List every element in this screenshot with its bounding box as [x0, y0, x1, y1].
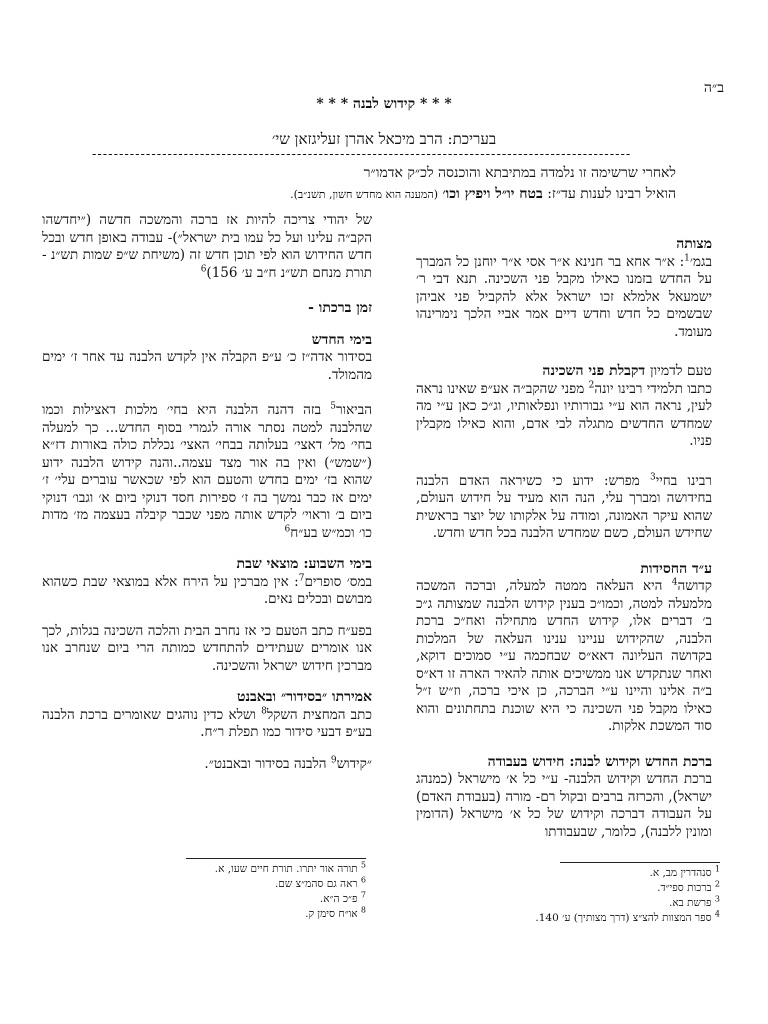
heading-chassidus: ע״ד החסידות [640, 560, 712, 577]
paragraph-rabbeinu-bachye: רבינו בחיי$^3$ מפרש: ידוע כי כשיראה האדם הלבנה בחידושה ומברך עלי, הנה הוא מעיד על חידוש העולם, שהוא עיקר האמונה, ומודה על אלקותו של יוצר בראשית שחידש העולם, כשם שמחדש הלבנה בכל חדש וחדש. [416, 472, 712, 541]
intro-line-1: לאחרי שרשימה זו נלמדה במתיבתא והוכנסה לכ״ק אדמו״ר [363, 165, 676, 181]
footnote-ref[interactable]: 1 [684, 253, 690, 263]
paragraph-biur: הביאור$^5$ בזה דהנה הלבנה היא בחי׳ מלכות דאצילות וכמו שהלבנה למטה נסתר אורה לגמרי בסוף החדש... כך למעלה בחי׳ מל׳ דאצי׳ בעלותה בבחי׳ האצי׳ נכללת כולה באורות דז״א (״שמש״) ואין בה אור מצד עצמה..והנה קידוש הלבנה ידוע שהוא בז׳ ימים בחדש והטעם הוא לפי שכאשר עוברים עלי׳ ז׳ ימים אז כבר נמשך בה ז׳ ספירות חסד דנוקי ביום א׳ וגבו׳ דנוקי ביום ב׳ וראוי׳ לקדש אותה מפני שכבר קיבלה בעצמה מז׳ מדות כו׳ וכמ״ש בע״ח$^6$ [42, 401, 372, 541]
footnotes-left [190, 862, 366, 922]
footnote: $^2$ ברכות ספי״ד. [657, 879, 720, 894]
footnote-ref[interactable]: 7 [298, 573, 305, 583]
paragraph-rabbeinu-yonah: כתבו תלמידי רבינו יונה$^2$ מפני שהקב״ה אע״פ שאינו נראה לעין, נראה הוא ע״י גבורותיו ונפלאותיו, וג״כ כאן ע״י מה שמחדש החדשים מתגלה לבי אדם, והוא כאילו מקבלין פניו. [416, 380, 712, 449]
heading-zman: זמן ברכתו - [308, 300, 372, 316]
bh-header: ב״ה [703, 80, 724, 96]
heading-taam: טעם לדמיון דקבלת פני השכינה [542, 363, 712, 379]
footnote: $^1$ סנהדרין מב, א. [649, 864, 720, 879]
intro-text [92, 163, 676, 205]
heading-motzaei-shabbos: בימי השבוע: מוצאי שבת [236, 556, 372, 572]
heading-siddur-avnet: אמירתו ״בסידור״ ובאבנט [237, 689, 372, 705]
footnote: $^7$ פ״כ ה״א. [319, 890, 366, 905]
footnote-ref[interactable]: 3 [649, 472, 656, 482]
left-column [42, 212, 372, 856]
paragraph-gemara: בגמ׳$^1$: א״ר אחא בר חנינא א״ר אסי א״ר יוחנן כל המברך על החדש בזמנו כאילו מקבל פני השכינה. תנא דבי ר׳ ישמעאל אלמלא זכו ישראל אלא להקביל פני אביהן שבשמים כל חדש וחדש דיים אמר אביי הלכך נימרינהו מעומד. [416, 253, 712, 340]
paragraph-pri-etz-chaim: בפע״ח כתב הטעם כי אז נחרב הבית והלכה השכינה בגלות, לכך אנו אומרים שעתידים להתחדש כמותה הרי ביום שנחרב אנו מברכין חידוש ישראל והשכינה. [42, 622, 372, 674]
footnote-ref[interactable]: 6 [200, 264, 207, 274]
separator-dashes: ---------------------------------------------------------------------------------------------------- [92, 148, 632, 162]
paragraph-siddur-admur: בסידור אדה״ז כ׳ ע״פ הקבלה אין לקדש הלבנה עד אחר ז׳ ימים מהמולד. [42, 349, 372, 383]
footnote: $^6$ ראה גם סהמ״צ שם. [274, 875, 366, 890]
footnote-ref[interactable]: 4 [671, 577, 678, 588]
editor-line: בעריכת: הרב מיכאל אהרן זעליגזאן שי׳ [271, 130, 497, 148]
footnote-ref[interactable]: 8 [261, 706, 267, 716]
footnote: $^3$ פרשת בא. [669, 894, 720, 909]
right-column [416, 236, 712, 872]
footnote-ref[interactable]: 6 [284, 524, 291, 534]
page-title: * * * קידוש לבנה * * * [316, 96, 452, 112]
paragraph-birkas-hachodesh: ברכת החדש וקידוש הלבנה- ע״י כל א׳ מישראל (כמנהג ישראל), והכרזה ברבים ובקול רם- מורה (בעבודת האדם) על העבודה דברכה וקידוש של כל א׳ מישראל (הדומין ומונין ללבנה), כלומר, שבעבודתו [416, 771, 712, 840]
footnote-rule-left [186, 858, 366, 859]
paragraph-continuation: של יהודי צריכה להיות אז ברכה והמשכה חדשה (״יחדשהו הקב״ה עלינו ועל כל עמו בית ישראל״)- עבודה באופן חדש ובכל חדש החידוש הוא לפי תוכן חדש זה (משיחת ש״פ שמות תש״נ - תורת מנחם תש״נ ח״ב ע׳ 156)$^6$ [42, 212, 372, 281]
intro-line-2 [92, 184, 676, 205]
heading-avodah: ברכת החדש וקידוש לבנה: חידוש בעבודה [487, 753, 712, 770]
footnote-ref[interactable]: 5 [330, 401, 336, 412]
answer-date: (המענה הוא מחדש חשון, תשנ״ב). [290, 188, 438, 201]
footnote: $^5$ תורה אור יתרו. תורת חיים שעו, א. [214, 860, 366, 875]
footnote-ref[interactable]: 9 [330, 755, 337, 765]
footnotes-right [470, 866, 720, 926]
heading-mitzvah: מצותה [676, 236, 712, 252]
paragraph-machatzis-hashekel: כתב המחצית השקל$^8$ ושלא כדין נוהגים שאומרים ברכת הלבנה בע״פ דבעי סידור כמו תפלת ר״ח. [42, 706, 372, 740]
intro-line-2-a: הואיל רבינו לענות עד״ז: [547, 186, 676, 202]
footnote: $^4$ ספר המצוות להצ״צ (דרך מצותיך) ע׳ 140. [535, 909, 720, 924]
rebbe-answer: בטח יו״ל ויפיץ וכו׳ [442, 186, 543, 202]
footnote-rule-right [560, 862, 720, 863]
paragraph-kedusha: קדושה$^4$ היא העלאה ממטה למעלה, וברכה המשכה מלמעלה למטה, וכמו״כ בענין קידוש הלבנה שמצותה ג״כ ב׳ דברים אלו, קידוש החדש מתחילה ואח״כ ברכת הלבנה, שהקידוש עניינו ענינו העלאה של המלכות בקדושה העליונה דאא״ס שבחכמה ע״י סמוכים דוקא, ואחר שנתקדש אנו ממשיכים אותה להאיר הארה זו דא״ס ב״ה אלינו והיינו ע״י הברכה, כן איכי ברכה, וז״ש ז״ל כאילו מקבל פני השכינה כי היא שוכנת בתחתונים והוא סוד המשכת אלקות. [416, 577, 712, 734]
footnote: $^8$ או״ח סימן ק. [305, 905, 366, 920]
paragraph-soferim: במס׳ סופרים$^7$: אין מברכין על הירח אלא במוצאי שבת כשהוא מבושם ובכלים נאים. [42, 573, 372, 607]
heading-yemei-hachodesh: בימי החדש [311, 331, 372, 348]
paragraph-kiddush-siddur: ״קידוש$^9$ הלבנה בסידור ובאבנט״. [204, 755, 372, 772]
footnote-ref[interactable]: 2 [588, 380, 595, 390]
